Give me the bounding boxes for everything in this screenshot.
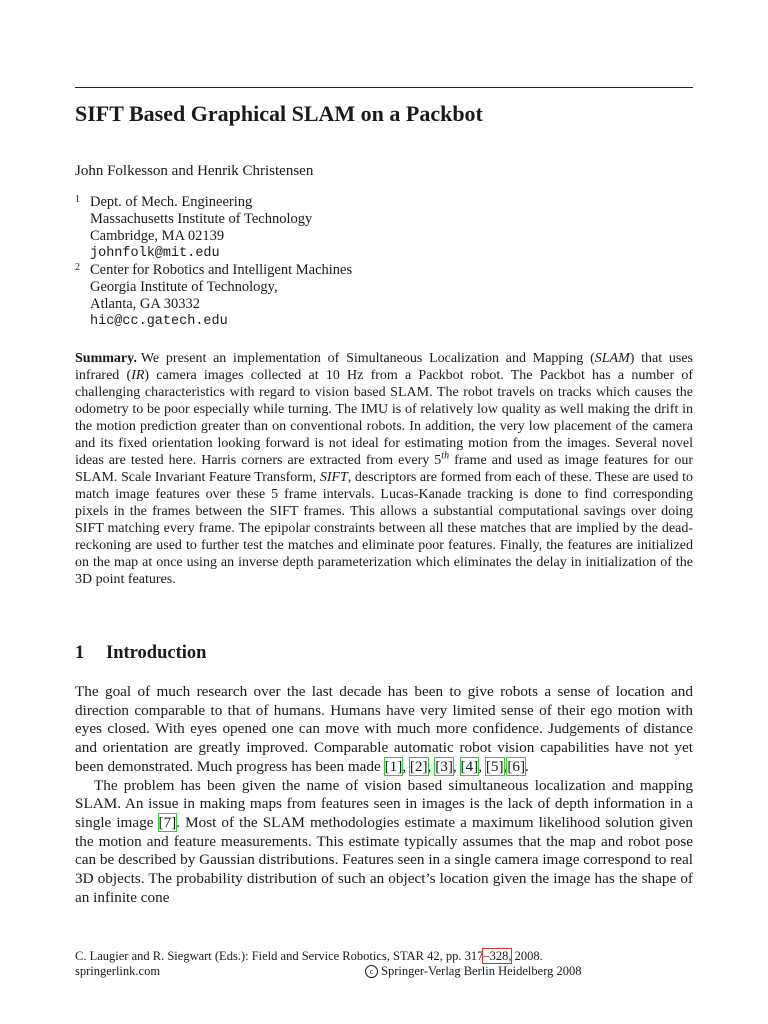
summary-text: , descriptors are formed from each of these. These are used to match image features over these 5 frame intervals. Lucas-Kanade tracking is done to find corresponding pixels in the frames between the SIFT frames. This allows a substantial computational savings over doing SIFT matching every frame. The epipolar constraints between all these matches that are implied by the dead-reckoning are used to further test the matches and eliminate poor features. Finally, the features are initialized on the map at once using an inverse depth parameterization which eliminates the delay in initialization of the 3D point features. [75, 470, 693, 587]
page-range-link[interactable]: –328, [483, 949, 512, 963]
author-line: John Folkesson and Henrik Christensen [75, 163, 314, 179]
affiliation-number: 1 [75, 194, 80, 205]
affiliation-line: Center for Robotics and Intelligent Machines [90, 262, 353, 278]
copyright-icon: c [365, 965, 378, 978]
footer-copyright [365, 964, 582, 979]
affiliation-line: Massachusetts Institute of Technology [90, 211, 313, 227]
citation-link-4[interactable]: [4] [460, 757, 479, 775]
copyright-text: Springer-Verlag Berlin Heidelberg 2008 [381, 963, 582, 978]
citation-link-6[interactable]: [6] [507, 757, 526, 775]
introduction-body [75, 683, 693, 907]
email-link-mit[interactable]: johnfolk@mit.edu [90, 246, 220, 261]
affiliation-line: Atlanta, GA 30332 [90, 296, 200, 312]
citation-link-5[interactable]: [5] [485, 757, 504, 775]
intro-paragraph-2 [75, 777, 693, 908]
superscript-th: th [441, 450, 450, 462]
math-ir: IR [131, 368, 145, 383]
section-heading-introduction [75, 643, 206, 664]
top-rule [75, 87, 693, 88]
email-link-gatech[interactable]: hic@cc.gatech.edu [90, 314, 228, 329]
citation-link-1[interactable]: [1] [384, 757, 403, 775]
paragraph-text: . Most of the SLAM methodologies estimate a maximum likelihood solution given the motion and feature measurements. This estimate typically assumes that the map and robot pose can be described by Gaussian distributions. Features seen in a single camera image correspond to real 3D objects. The probability distribution of such an object’s location given the image has the shape of an infinite cone [75, 813, 693, 906]
affiliation-georgia-tech [75, 262, 352, 330]
summary-label: Summary. [75, 351, 137, 366]
affiliation-number: 2 [75, 262, 80, 273]
summary-text: ) that uses infrared ( [75, 351, 694, 383]
affiliation-mit [75, 194, 352, 262]
paragraph-text: . [525, 757, 529, 775]
paragraph-text: The goal of much research over the last decade has been to give robots a sense of location and direction comparable to that of humans. Humans have very limited sense of their ego motion with eyes closed. With eyes opened one can move with much more confidence. Judgements of distance and orientation are greatly improved. Comparable automatic robot vision capabilities have not yet been demonstrated. Much progress has been made [75, 683, 693, 775]
footer-site: springerlink.com [75, 963, 161, 978]
math-sift: SIFT [319, 470, 348, 485]
paragraph-text: The problem has been given the name of vision based simultaneous localization and mapping SLAM. An issue in making maps from features seen in images is the lack of depth information in a single image [75, 776, 693, 831]
summary-text: frame and used as image features for our SLAM. Scale Invariant Feature Transform, [75, 453, 693, 485]
summary-text: ) camera images collected at 10 Hz from a Packbot robot. The Packbot has a number of challenging characteristics with regard to vision based SLAM. The robot travels on tracks which causes the odometry to be poor especially while turning. The IMU is of relatively low quality as well making the drift in the motion prediction greater than on conventional robots. In addition, the very low placement of the camera and its fixed orientation looking forward is not ideal for estimating motion from the images. Several novel ideas are tested here. Harris corners are extracted from every 5 [75, 368, 693, 468]
paper-title: SIFT Based Graphical SLAM on a Packbot [75, 101, 483, 126]
citation-link-2[interactable]: [2] [409, 757, 428, 775]
footer-citation [75, 949, 693, 964]
affiliation-line: Dept. of Mech. Engineering [90, 194, 253, 210]
affiliation-line: Cambridge, MA 02139 [90, 228, 225, 244]
section-title: Introduction [106, 643, 207, 663]
affiliations [75, 194, 352, 330]
math-slam: SLAM [594, 351, 630, 366]
page-footer [75, 949, 693, 978]
citation-link-3[interactable]: [3] [435, 757, 453, 775]
footer-text: 2008. [511, 949, 543, 963]
section-number: 1 [75, 643, 85, 663]
intro-paragraph-1: The goal of much research over the last decade has been to give robots a sense of location and direction comparable to that of humans. Humans have very limited sense of their ego motion with eyes closed. With eyes opened one can move with much more confidence. Judgements of distance and orientation are greatly improved. Comparable automatic robot vision capabilities have not yet been demonstrated. Much progress has been made [1], [2], [3], [4], [5],[6]. [75, 683, 693, 775]
footer-text: C. Laugier and R. Siegwart (Eds.): Field and Service Robotics, STAR 42, pp. 317 [75, 949, 484, 963]
citation-link-7[interactable]: [7] [158, 813, 177, 831]
summary-text: We present an implementation of Simultaneous Localization and Mapping ( [140, 351, 595, 366]
affiliation-line: Georgia Institute of Technology, [90, 279, 278, 295]
summary-abstract [75, 350, 693, 588]
